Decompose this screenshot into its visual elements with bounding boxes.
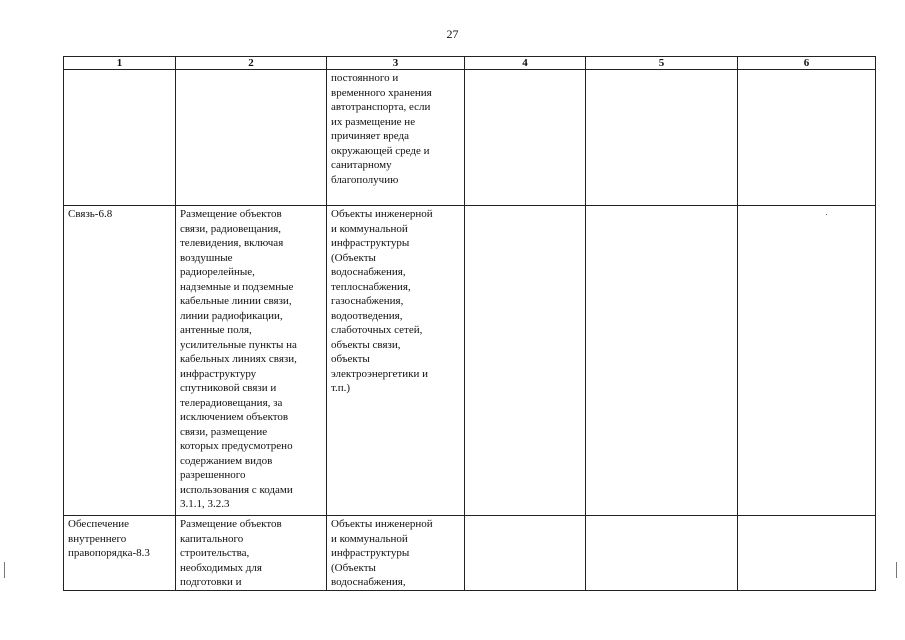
table-cell [64,516,176,591]
table-cell [738,70,876,206]
table-row [64,206,876,516]
table-cell [465,516,586,591]
table-row [64,70,876,206]
table-cell [738,206,876,516]
cell-text: Размещение объектов связи, радиовещания, телевидения, включая воздушные радиорелейные, надземные и подземные кабельные линии связи, линии радиофикации, антенные поля, усилительные пункты на кабельных линиях связи, инфраструктуру спутниковой связи и телерадиовещания, за исключением объектов связи, размещение которых предусмотрено содержанием видов разрешенного использования с кодами 3.1.1, 3.2.3 [180,208,297,510]
cell-text: Объекты инженерной и коммунальной инфраструктуры (Объекты водоснабжения, теплоснабжения, газоснабжения, водоотведения, слаботочных сетей, объекты связи, объекты электроэнергетики и т.п.) [331,208,433,394]
cell-text: Объекты инженерной и коммунальной инфраструктуры (Объекты водоснабжения, [331,518,433,588]
page-number: 27 [446,27,459,41]
column-header-6: 6 [738,57,876,70]
cell-text: постоянного и временного хранения автотранспорта, если их размещение не причиняет вреда окружающей среде и санитарному благополучию [331,72,432,186]
table-cell [64,70,176,206]
table-cell [64,206,176,516]
cell-text: Связь-6.8 [68,208,113,220]
column-header-2: 2 [176,57,327,70]
table-row [64,516,876,591]
table-header-row [64,57,876,70]
table-cell [465,70,586,206]
table-cell [327,206,465,516]
cell-text: Обеспечение внутреннего правопорядка-8.3 [68,518,150,559]
column-header-4: 4 [465,57,586,70]
table-cell [176,70,327,206]
scan-edge-mark-left [4,562,5,578]
table-cell [465,206,586,516]
table-cell [176,206,327,516]
scan-speck [826,214,827,215]
column-header-1: 1 [64,57,176,70]
column-header-3: 3 [327,57,465,70]
cell-text: Размещение объектов капитального строительства, необходимых для подготовки и [180,518,282,588]
table-cell [327,516,465,591]
land-use-table [63,56,876,591]
table-cell [327,70,465,206]
table-cell [738,516,876,591]
table-cell [586,70,738,206]
column-header-5: 5 [586,57,738,70]
table-cell [176,516,327,591]
table-cell [586,206,738,516]
table-cell [586,516,738,591]
scan-edge-mark-right [896,562,897,578]
